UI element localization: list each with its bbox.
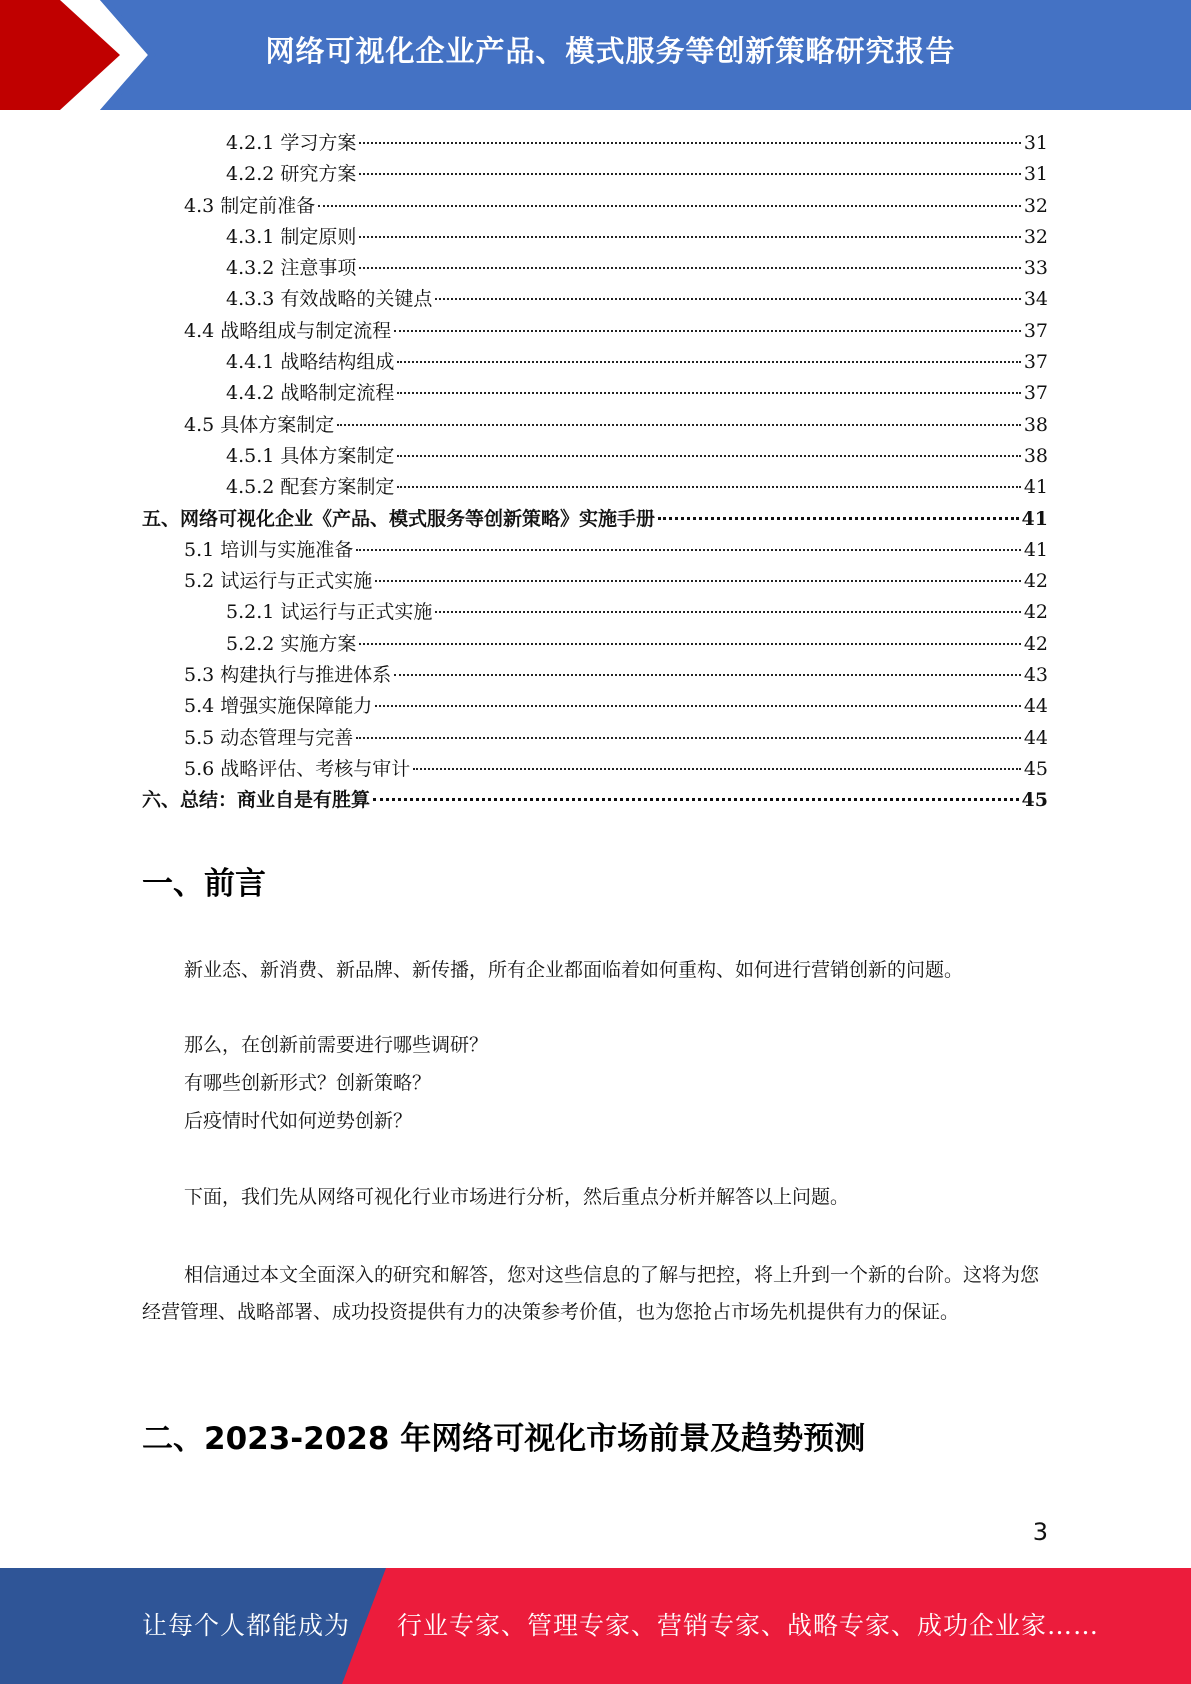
toc-dot-leader [397,455,1020,457]
toc-entry-label: 4.2.2 研究方案 [226,163,357,186]
toc-entry[interactable] [142,754,1048,785]
toc-dot-leader [397,486,1020,488]
toc-dot-leader [359,142,1020,144]
toc-entry-label: 5.2.1 试运行与正式实施 [226,601,433,624]
toc-entry-page: 33 [1023,257,1048,280]
header-title: 网络可视化企业产品、模式服务等创新策略研究报告 [265,34,956,68]
toc-entry-label: 4.3 制定前准备 [184,194,316,217]
toc-entry-label: 5.4 增强实施保障能力 [184,695,373,718]
table-of-contents [142,128,1048,817]
toc-entry-page: 31 [1023,132,1048,154]
toc-entry[interactable] [142,660,1048,691]
toc-entry-label: 六、总结：商业自是有胜算 [142,789,371,812]
toc-entry[interactable] [142,629,1048,660]
preface-paragraph-3: 相信通过本文全面深入的研究和解答，您对这些信息的了解与把控，将上升到一个新的台阶。这将为您经营管理、战略部署、成功投资提供有力的决策参考价值，也为您抢占市场先机提供有力的保证。 [142,1264,1040,1323]
toc-entry[interactable] [142,128,1048,159]
toc-dot-leader [435,611,1020,613]
page-header [0,0,1191,110]
toc-entry-page: 31 [1023,163,1048,186]
toc-entry-label: 4.4 战略组成与制定流程 [184,319,392,342]
toc-entry-label: 5.1 培训与实施准备 [184,538,354,561]
toc-entry[interactable] [142,472,1048,503]
toc-entry[interactable] [142,191,1048,222]
toc-entry-page: 37 [1023,382,1048,405]
toc-entry-page: 32 [1023,194,1048,217]
toc-dot-leader [356,549,1021,551]
toc-dot-leader [435,298,1020,300]
toc-entry[interactable] [142,597,1048,628]
footer-slogan-left: 让每个人都能成为 [142,1611,351,1640]
toc-entry-page: 41 [1023,476,1048,499]
toc-entry[interactable] [142,691,1048,722]
toc-entry-label: 5.2.2 实施方案 [226,632,357,655]
section-heading-market-outlook: 二、2023-2028 年网络可视化市场前景及趋势预测 [142,1421,866,1457]
toc-dot-leader [375,705,1021,707]
toc-entry-page: 42 [1023,601,1048,624]
toc-entry-page: 45 [1021,789,1048,812]
toc-entry-page: 44 [1023,726,1048,749]
page-footer [0,1568,1191,1684]
preface-question-1: 那么，在创新前需要进行哪些调研？ [184,1034,489,1056]
section-heading-preface: 一、前言 [142,866,266,902]
toc-dot-leader [658,517,1019,520]
toc-dot-leader [356,737,1021,739]
preface-paragraph-1: 新业态、新消费、新品牌、新传播，所有企业都面临着如何重构、如何进行营销创新的问题。 [184,959,964,981]
toc-dot-leader [397,361,1020,363]
toc-entry[interactable] [142,785,1048,816]
toc-entry-page: 42 [1023,570,1048,593]
toc-entry-page: 38 [1023,444,1048,467]
toc-entry[interactable] [142,159,1048,190]
toc-entry-page: 43 [1023,664,1048,687]
toc-entry-label: 4.3.3 有效战略的关键点 [226,288,433,311]
toc-entry[interactable] [142,253,1048,284]
toc-entry[interactable] [142,316,1048,347]
toc-entry-page: 34 [1023,288,1048,311]
toc-entry-page: 37 [1023,351,1048,374]
toc-entry[interactable] [142,441,1048,472]
toc-entry-page: 41 [1021,507,1048,530]
toc-entry[interactable] [142,222,1048,253]
toc-entry[interactable] [142,284,1048,315]
toc-entry-label: 4.5.2 配套方案制定 [226,476,395,499]
toc-entry[interactable] [142,535,1048,566]
toc-entry[interactable] [142,723,1048,754]
toc-entry-label: 4.4.1 战略结构组成 [226,351,395,374]
toc-entry-label: 4.3.1 制定原则 [226,225,357,248]
preface-question-3: 后疫情时代如何逆势创新？ [184,1110,413,1132]
toc-entry[interactable] [142,378,1048,409]
toc-dot-leader [375,580,1021,582]
toc-dot-leader [318,205,1021,207]
toc-entry-page: 38 [1023,413,1048,436]
toc-entry-label: 5.3 构建执行与推进体系 [184,664,392,687]
page-number: 3 [1032,1518,1048,1546]
toc-entry-label: 5.5 动态管理与完善 [184,726,354,749]
toc-dot-leader [359,173,1020,175]
toc-dot-leader [359,236,1020,238]
toc-entry[interactable] [142,504,1048,535]
toc-dot-leader [359,267,1020,269]
toc-entry[interactable] [142,410,1048,441]
toc-entry-label: 4.5 具体方案制定 [184,413,335,436]
toc-entry-label: 五、网络可视化企业《产品、模式服务等创新策略》实施手册 [142,507,656,530]
toc-entry-label: 5.6 战略评估、考核与审计 [184,757,411,780]
toc-dot-leader [413,768,1021,770]
toc-entry-label: 5.2 试运行与正式实施 [184,570,373,593]
preface-paragraph-2: 下面，我们先从网络可视化行业市场进行分析，然后重点分析并解答以上问题。 [184,1186,850,1208]
toc-dot-leader [373,798,1019,801]
toc-entry-page: 41 [1023,538,1048,561]
toc-entry-page: 45 [1023,757,1048,780]
toc-entry-page: 44 [1023,695,1048,718]
toc-entry-label: 4.3.2 注意事项 [226,257,357,280]
toc-entry-label: 4.2.1 学习方案 [226,132,357,154]
toc-dot-leader [359,643,1020,645]
toc-entry-label: 4.5.1 具体方案制定 [226,444,395,467]
toc-dot-leader [394,330,1021,332]
toc-entry-page: 37 [1023,319,1048,342]
toc-dot-leader [394,674,1021,676]
toc-entry[interactable] [142,347,1048,378]
toc-entry-page: 42 [1023,632,1048,655]
toc-dot-leader [337,424,1021,426]
toc-entry-label: 4.4.2 战略制定流程 [226,382,395,405]
toc-entry[interactable] [142,566,1048,597]
footer-slogan-right: 行业专家、管理专家、营销专家、战略专家、成功企业家…… [397,1611,1100,1640]
toc-dot-leader [397,392,1020,394]
preface-question-2: 有哪些创新形式？创新策略？ [184,1072,432,1094]
toc-entry-page: 32 [1023,225,1048,248]
